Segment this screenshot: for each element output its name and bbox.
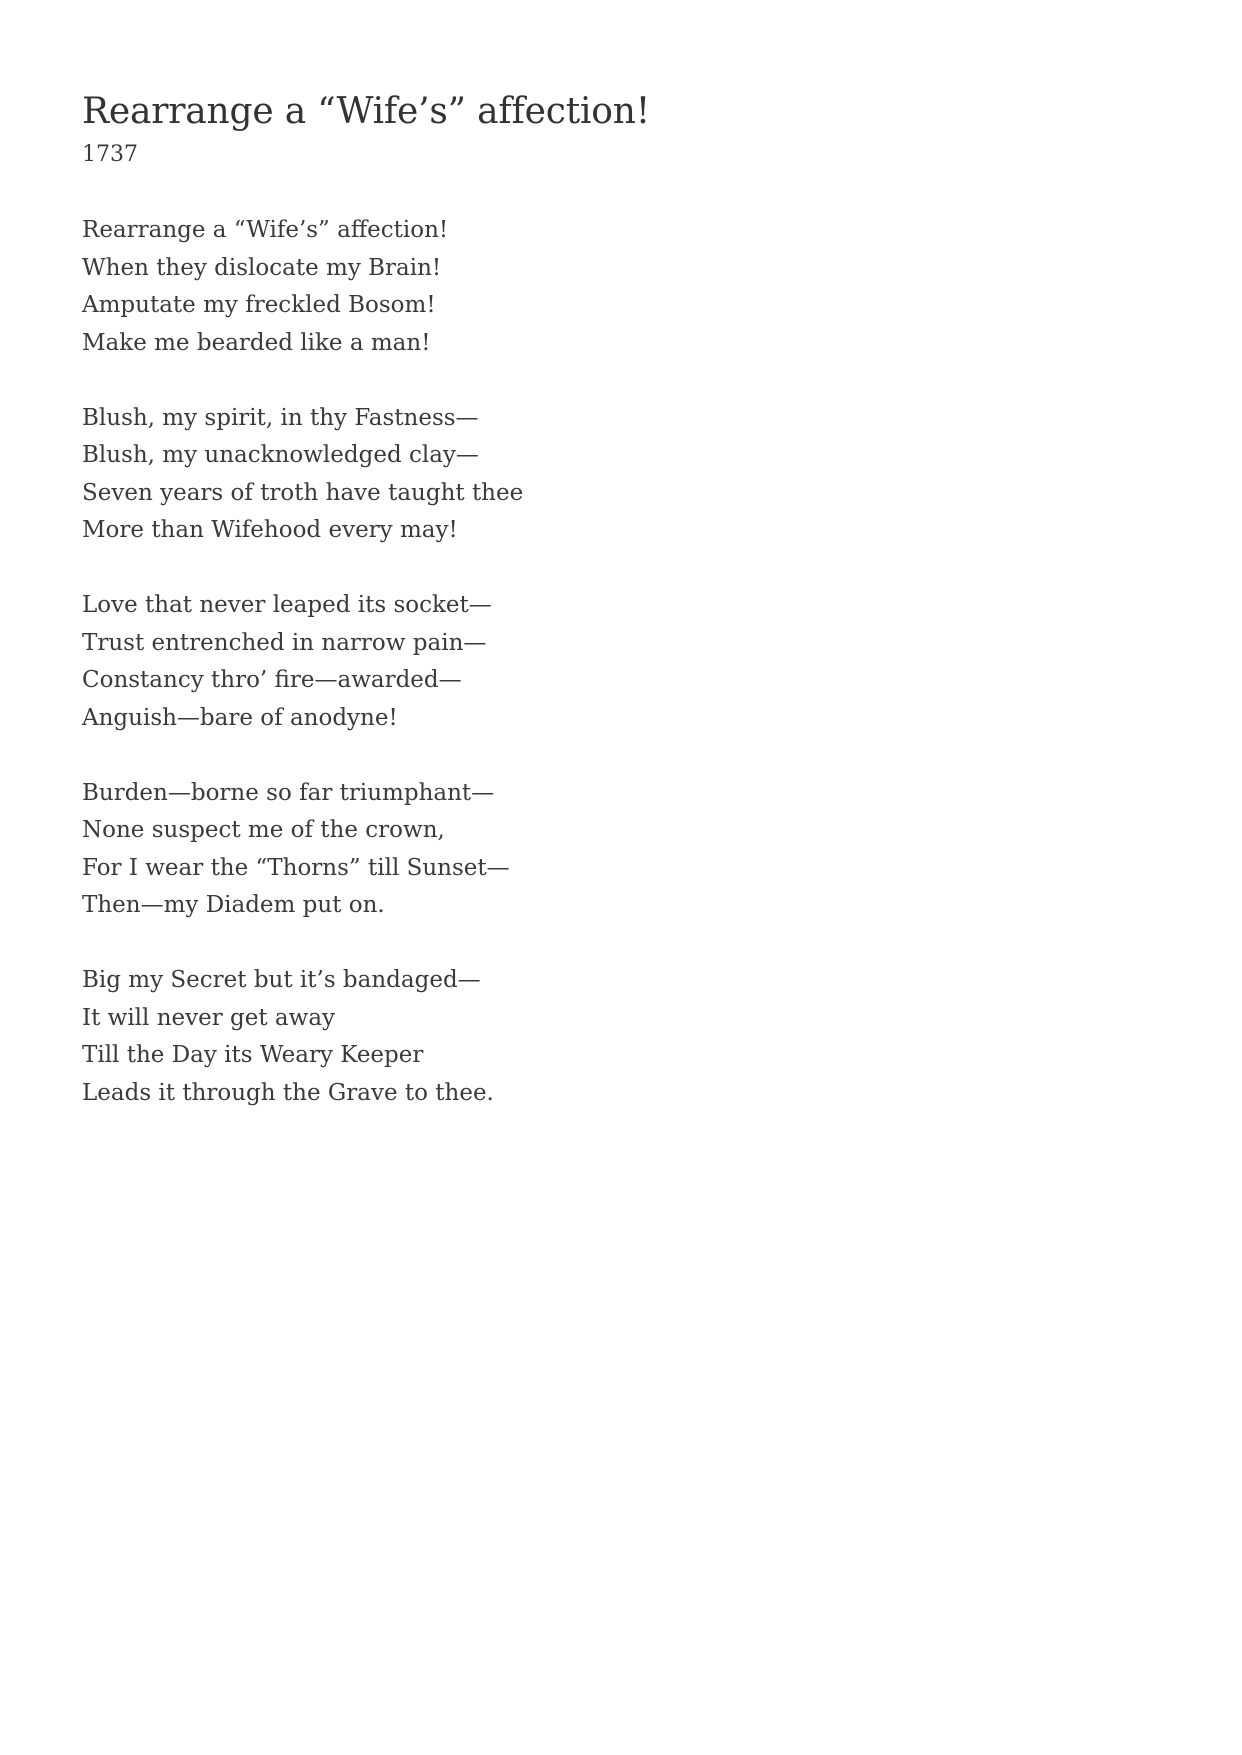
poem-body [82, 212, 1162, 1112]
poem-line: Anguish—bare of anodyne! [82, 704, 398, 731]
poem-line: It will never get away [82, 1004, 336, 1031]
stanza-5 [82, 962, 1162, 1112]
document-page [82, 88, 1162, 1150]
poem-title: Rearrange a “Wife’s” affection! [82, 91, 651, 132]
poem-line: More than Wifehood every may! [82, 517, 458, 543]
poem-line: Seven years of troth have taught thee [82, 479, 524, 506]
stanza-2 [82, 400, 1162, 550]
poem-line: Constancy thro’ fire—awarded— [82, 667, 462, 693]
stanza-1 [82, 212, 1162, 362]
poem-line: For I wear the “Thorns” till Sunset— [82, 854, 510, 881]
poem-line: None suspect me of the crown, [82, 817, 445, 843]
poem-line: Amputate my freckled Bosom! [82, 292, 436, 318]
poem-line: Burden—borne so far triumphant— [82, 779, 495, 806]
poem-line: Love that never leaped its socket— [82, 592, 492, 618]
stanza-4 [82, 775, 1162, 925]
stanza-3 [82, 587, 1162, 737]
poem-line: Blush, my spirit, in thy Fastness— [82, 404, 479, 431]
poem-line: Rearrange a “Wife’s” affection! [82, 217, 449, 243]
poem-line: Trust entrenched in narrow pain— [82, 629, 487, 656]
poem-line: When they dislocate my Brain! [82, 254, 442, 281]
poem-line: Then—my Diadem put on. [82, 892, 385, 918]
poem-line: Big my Secret but it’s bandaged— [82, 967, 481, 993]
poem-line: Till the Day its Weary Keeper [82, 1042, 424, 1068]
poem-line: Leads it through the Grave to thee. [82, 1079, 494, 1106]
poem-number: 1737 [82, 142, 138, 167]
poem-line: Make me bearded like a man! [82, 329, 431, 356]
poem-line: Blush, my unacknowledged clay— [82, 442, 479, 468]
